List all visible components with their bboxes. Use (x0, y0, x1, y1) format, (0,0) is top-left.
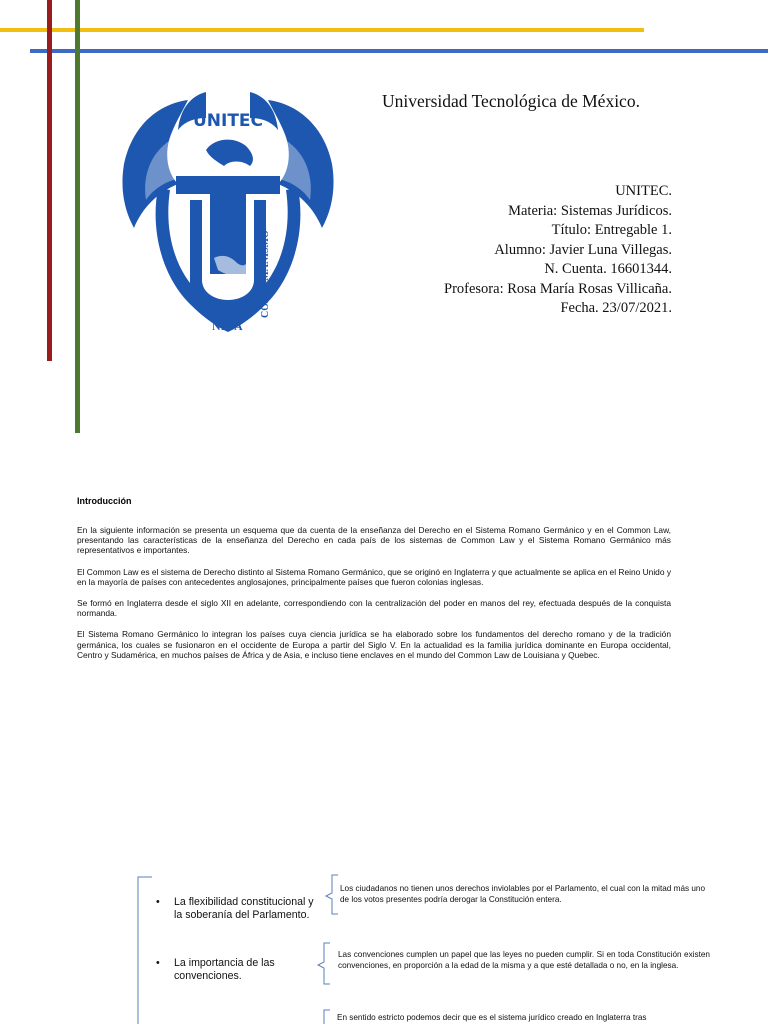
red-rule (47, 0, 52, 361)
university-name: Universidad Tecnológica de México. (382, 91, 640, 111)
intro-paragraph: Se formó en Inglaterra desde el siglo XII en adelante, correspondiendo con la centralización del poder en manos del rey, efectuada después de la conquista normanda. (77, 598, 671, 619)
cover-line: UNITEC. (615, 183, 672, 199)
cover-line: N. Cuenta. 16601344. (544, 261, 672, 277)
intro-body (77, 525, 671, 660)
green-rule (75, 0, 80, 433)
cover-line: Profesora: Rosa María Rosas Villicaña. (444, 280, 672, 297)
yellow-rule (0, 28, 644, 32)
brace-1 (326, 875, 338, 914)
diagram-note: Las convenciones cumplen un papel que las leyes no pueden cumplir. Si en toda Constitución existen convenciones, en proporción a la edad de la misma y a que esté detallada o no, en la inglesa. (338, 950, 710, 970)
logo-top-text: UNITEC (192, 111, 264, 131)
blue-rule (30, 49, 768, 53)
brace-2 (318, 943, 330, 984)
outer-brace (138, 877, 152, 1024)
cover-line: Título: Entregable 1. (551, 222, 672, 238)
bullet-text: La flexibilidad constitucional y la soberanía del Parlamento. (174, 896, 314, 922)
diagram-note: En sentido estricto podemos decir que es el sistema jurídico creado en Inglaterra tras (337, 1013, 647, 1022)
diagram-note: Los ciudadanos no tienen unos derechos inviolables por el Parlamento, el cual con la mitad más uno de los votos presentes podría derogar la Constitución entera. (340, 884, 706, 904)
cover-line: Alumno: Javier Luna Villegas. (494, 241, 672, 258)
brace-3 (324, 1010, 330, 1024)
cover-line: Materia: Sistemas Jurídicos. (508, 202, 672, 219)
logo-right-arc-text: CONHUMANISMO (260, 230, 271, 318)
diagram-bullet: • La importancia de las convenciones. (156, 957, 318, 983)
intro-paragraph: En la siguiente información se presenta un esquema que da cuenta de la enseñanza del Derecho en el Sistema Romano Germánico y en el Common Law, presentando las características de la enseñanza del Derecho en cada país de los sistemas de Common Law y el Sistema Romano Germánico más representativos e importantes. (77, 525, 671, 556)
intro-heading: Introducción (77, 496, 132, 506)
intro-paragraph: El Sistema Romano Germánico lo integran los países cuya ciencia jurídica se ha elaborado sobre los fundamentos del derecho romano y de la tradición germánica, los cuales se fusionaron en el occidente de Europa a partir del Siglo V. En la actualidad es la familia jurídica dominante en Europa occidental, Centro y Sudamérica, en muchos países de África y de Asia, e incluso tiene enclaves en el mundo del Common Law de Louisiana y Quebec. (77, 629, 671, 660)
unitec-logo (118, 80, 338, 338)
intro-paragraph: El Common Law es el sistema de Derecho distinto al Sistema Romano Germánico, que se originó en Inglaterra y que actualmente se aplica en el Reino Unido y en la mayoría de países con antecedentes anglosajones, principalmente países que fueron colonias inglesas. (77, 566, 672, 587)
diagram-bullet: • La flexibilidad constitucional y la soberanía del Parlamento. (156, 896, 318, 922)
bullet-text: La importancia de las convenciones. (174, 957, 275, 983)
cover-info (360, 182, 672, 319)
logo-left-arc-text: CIENCIA Y TE (187, 202, 198, 270)
logo-bottom-text: NICA (212, 319, 243, 333)
cover-line: Fecha. 23/07/2021. (560, 300, 672, 316)
